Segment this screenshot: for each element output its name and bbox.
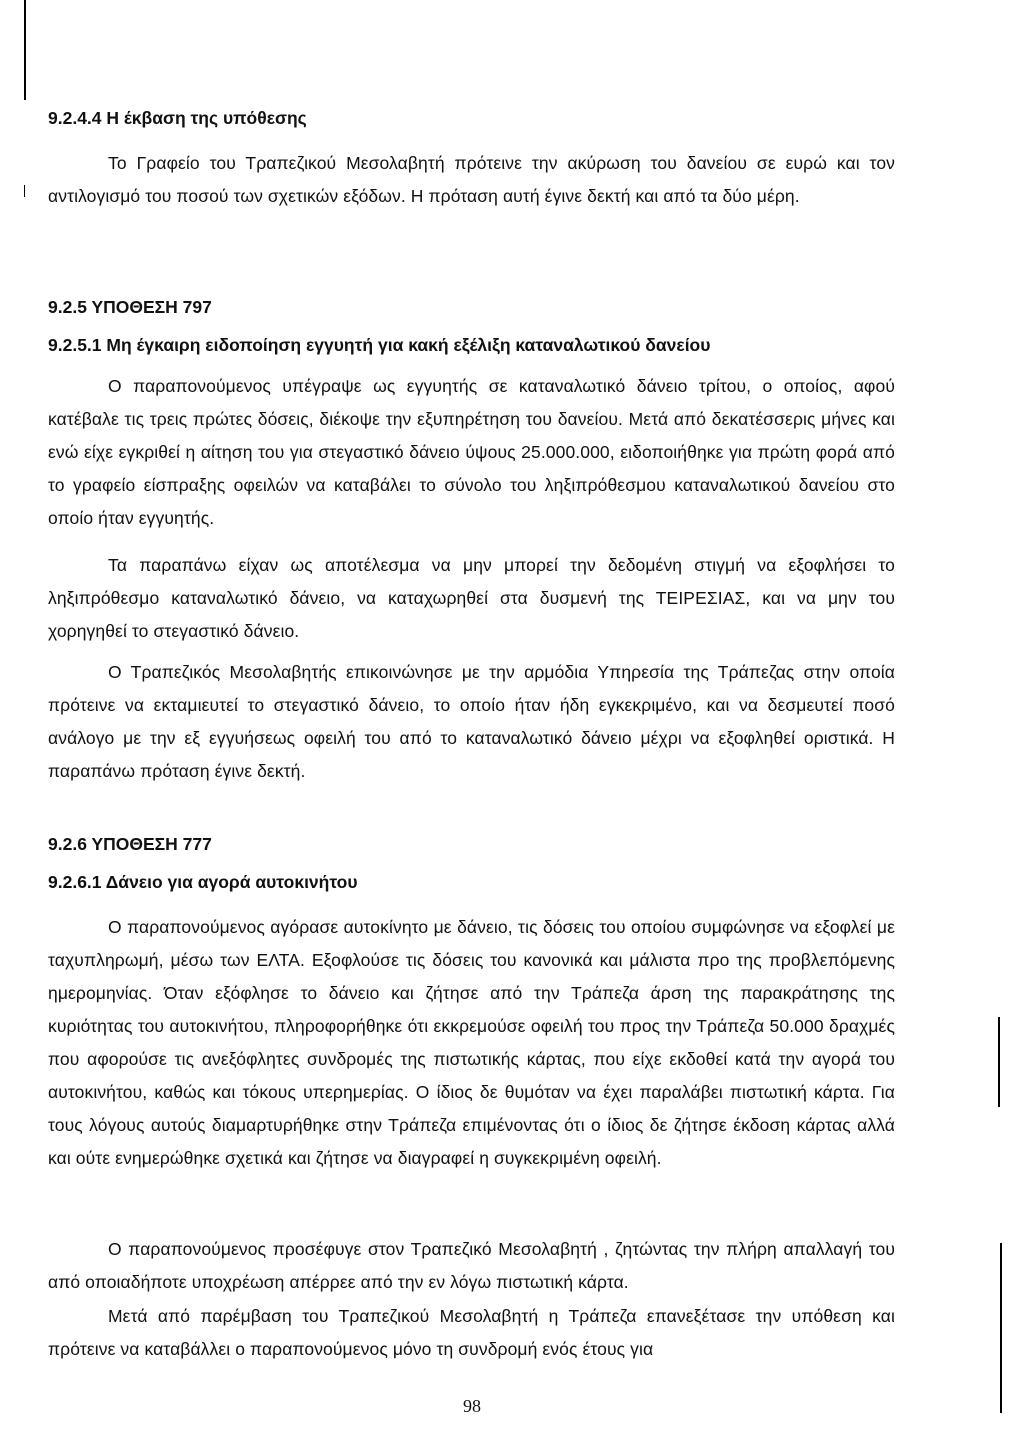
subsection-heading: 9.2.6.1 Δάνειο για αγορά αυτοκινήτου — [48, 872, 358, 892]
scan-edge-line — [998, 1017, 1000, 1107]
paragraph: Τα παραπάνω είχαν ως αποτέλεσμα να μην μπορεί την δεδομένη στιγμή να εξοφλήσει το ληξιπρόθεσμο καταναλωτικό δάνειο, να καταχωρηθεί στα δυσμενή της ΤΕΙΡΕΣΙΑΣ, και να μην του χορηγηθεί το στεγαστικό δάνειο. — [48, 555, 895, 641]
section-heading: 9.2.4.4 Η έκβαση της υπόθεσης — [48, 108, 307, 128]
page-number: 98 — [463, 1396, 481, 1416]
paragraph: Μετά από παρέμβαση του Τραπεζικού Μεσολαβητή η Τράπεζα επανεξέτασε την υπόθεση και πρότεινε να καταβάλλει ο παραπονούμενος μόνο τη συνδρομή ενός έτους για — [48, 1306, 895, 1359]
scan-edge-line — [24, 0, 26, 100]
section-heading: 9.2.6 ΥΠΟΘΕΣΗ 777 — [48, 834, 212, 854]
subsection-heading: 9.2.5.1 Μη έγκαιρη ειδοποίηση εγγυητή για κακή εξέλιξη καταναλωτικού δανείου — [48, 335, 711, 355]
paragraph: Ο παραπονούμενος υπέγραψε ως εγγυητής σε καταναλωτικό δάνειο τρίτου, ο οποίος, αφού κατέβαλε τις τρεις πρώτες δόσεις, διέκοψε την εξυπηρέτηση του δανείου. Μετά από δεκατέσσερις μήνες και ενώ είχε εγκριθεί η αίτηση του για στεγαστικό δάνειο ύψους 25.000.000, ειδοποιήθηκε για πρώτη φορά από το γραφείο είσπραξης οφειλών να καταβάλει το σύνολο του ληξιπρόθεσμου καταναλωτικού δανείου στο οποίο ήταν εγγυητής. — [48, 376, 895, 528]
scan-edge-line — [1000, 1243, 1002, 1413]
paragraph: Ο Τραπεζικός Μεσολαβητής επικοινώνησε με την αρμόδια Υπηρεσία της Τράπεζας στην οποία πρότεινε να εκταμιευτεί το στεγαστικό δάνειο, το οποίο ήταν ήδη εγκεκριμένο, και να δεσμευτεί ποσό ανάλογο με την εξ εγγυήσεως οφειλή του από το καταναλωτικό δάνειο μέχρι να εξοφληθεί οριστικά. Η παραπάνω πρόταση έγινε δεκτή. — [48, 662, 895, 781]
paragraph: Το Γραφείο του Τραπεζικού Μεσολαβητή πρότεινε την ακύρωση του δανείου σε ευρώ και τον αντιλογισμό του ποσού των σχετικών εξόδων. Η πρόταση αυτή έγινε δεκτή και από τα δύο μέρη. — [48, 153, 895, 206]
paragraph: Ο παραπονούμενος προσέφυγε στον Τραπεζικό Μεσολαβητή , ζητώντας την πλήρη απαλλαγή του από οποιαδήποτε υποχρέωση απέρρεε από την εν λόγω πιστωτική κάρτα. — [48, 1239, 895, 1292]
paragraph: Ο παραπονούμενος αγόρασε αυτοκίνητο με δάνειο, τις δόσεις του οποίου συμφώνησε να εξοφλεί με ταχυπληρωμή, μέσω των ΕΛΤΑ. Εξοφλούσε τις δόσεις του κανονικά και μάλιστα προ της προβλεπόμενης ημερομηνίας. Όταν εξόφλησε το δάνειο και ζήτησε από την Τράπεζα άρση της παρακράτησης της κυριότητας του αυτοκινήτου, πληροφορήθηκε ότι εκκρεμούσε οφειλή του προς την Τράπεζα 50.000 δραχμές που αφορούσε τις ανεξόφλητες συνδρομές της πιστωτικής κάρτας, που είχε εκδοθεί κατά την αγορά του αυτοκινήτου, καθώς και τόκους υπερημερίας. Ο ίδιος δε θυμόταν να έχει παραλάβει πιστωτική κάρτα. Για τους λόγους αυτούς διαμαρτυρήθηκε στην Τράπεζα επιμένοντας ότι ο ίδιος δε ζήτησε έκδοση κάρτας αλλά και ούτε ενημερώθηκε σχετικά και ζήτησε να διαγραφεί η συγκεκριμένη οφειλή. — [48, 917, 895, 1168]
scan-edge-mark — [24, 185, 25, 197]
section-heading: 9.2.5 ΥΠΟΘΕΣΗ 797 — [48, 297, 212, 317]
